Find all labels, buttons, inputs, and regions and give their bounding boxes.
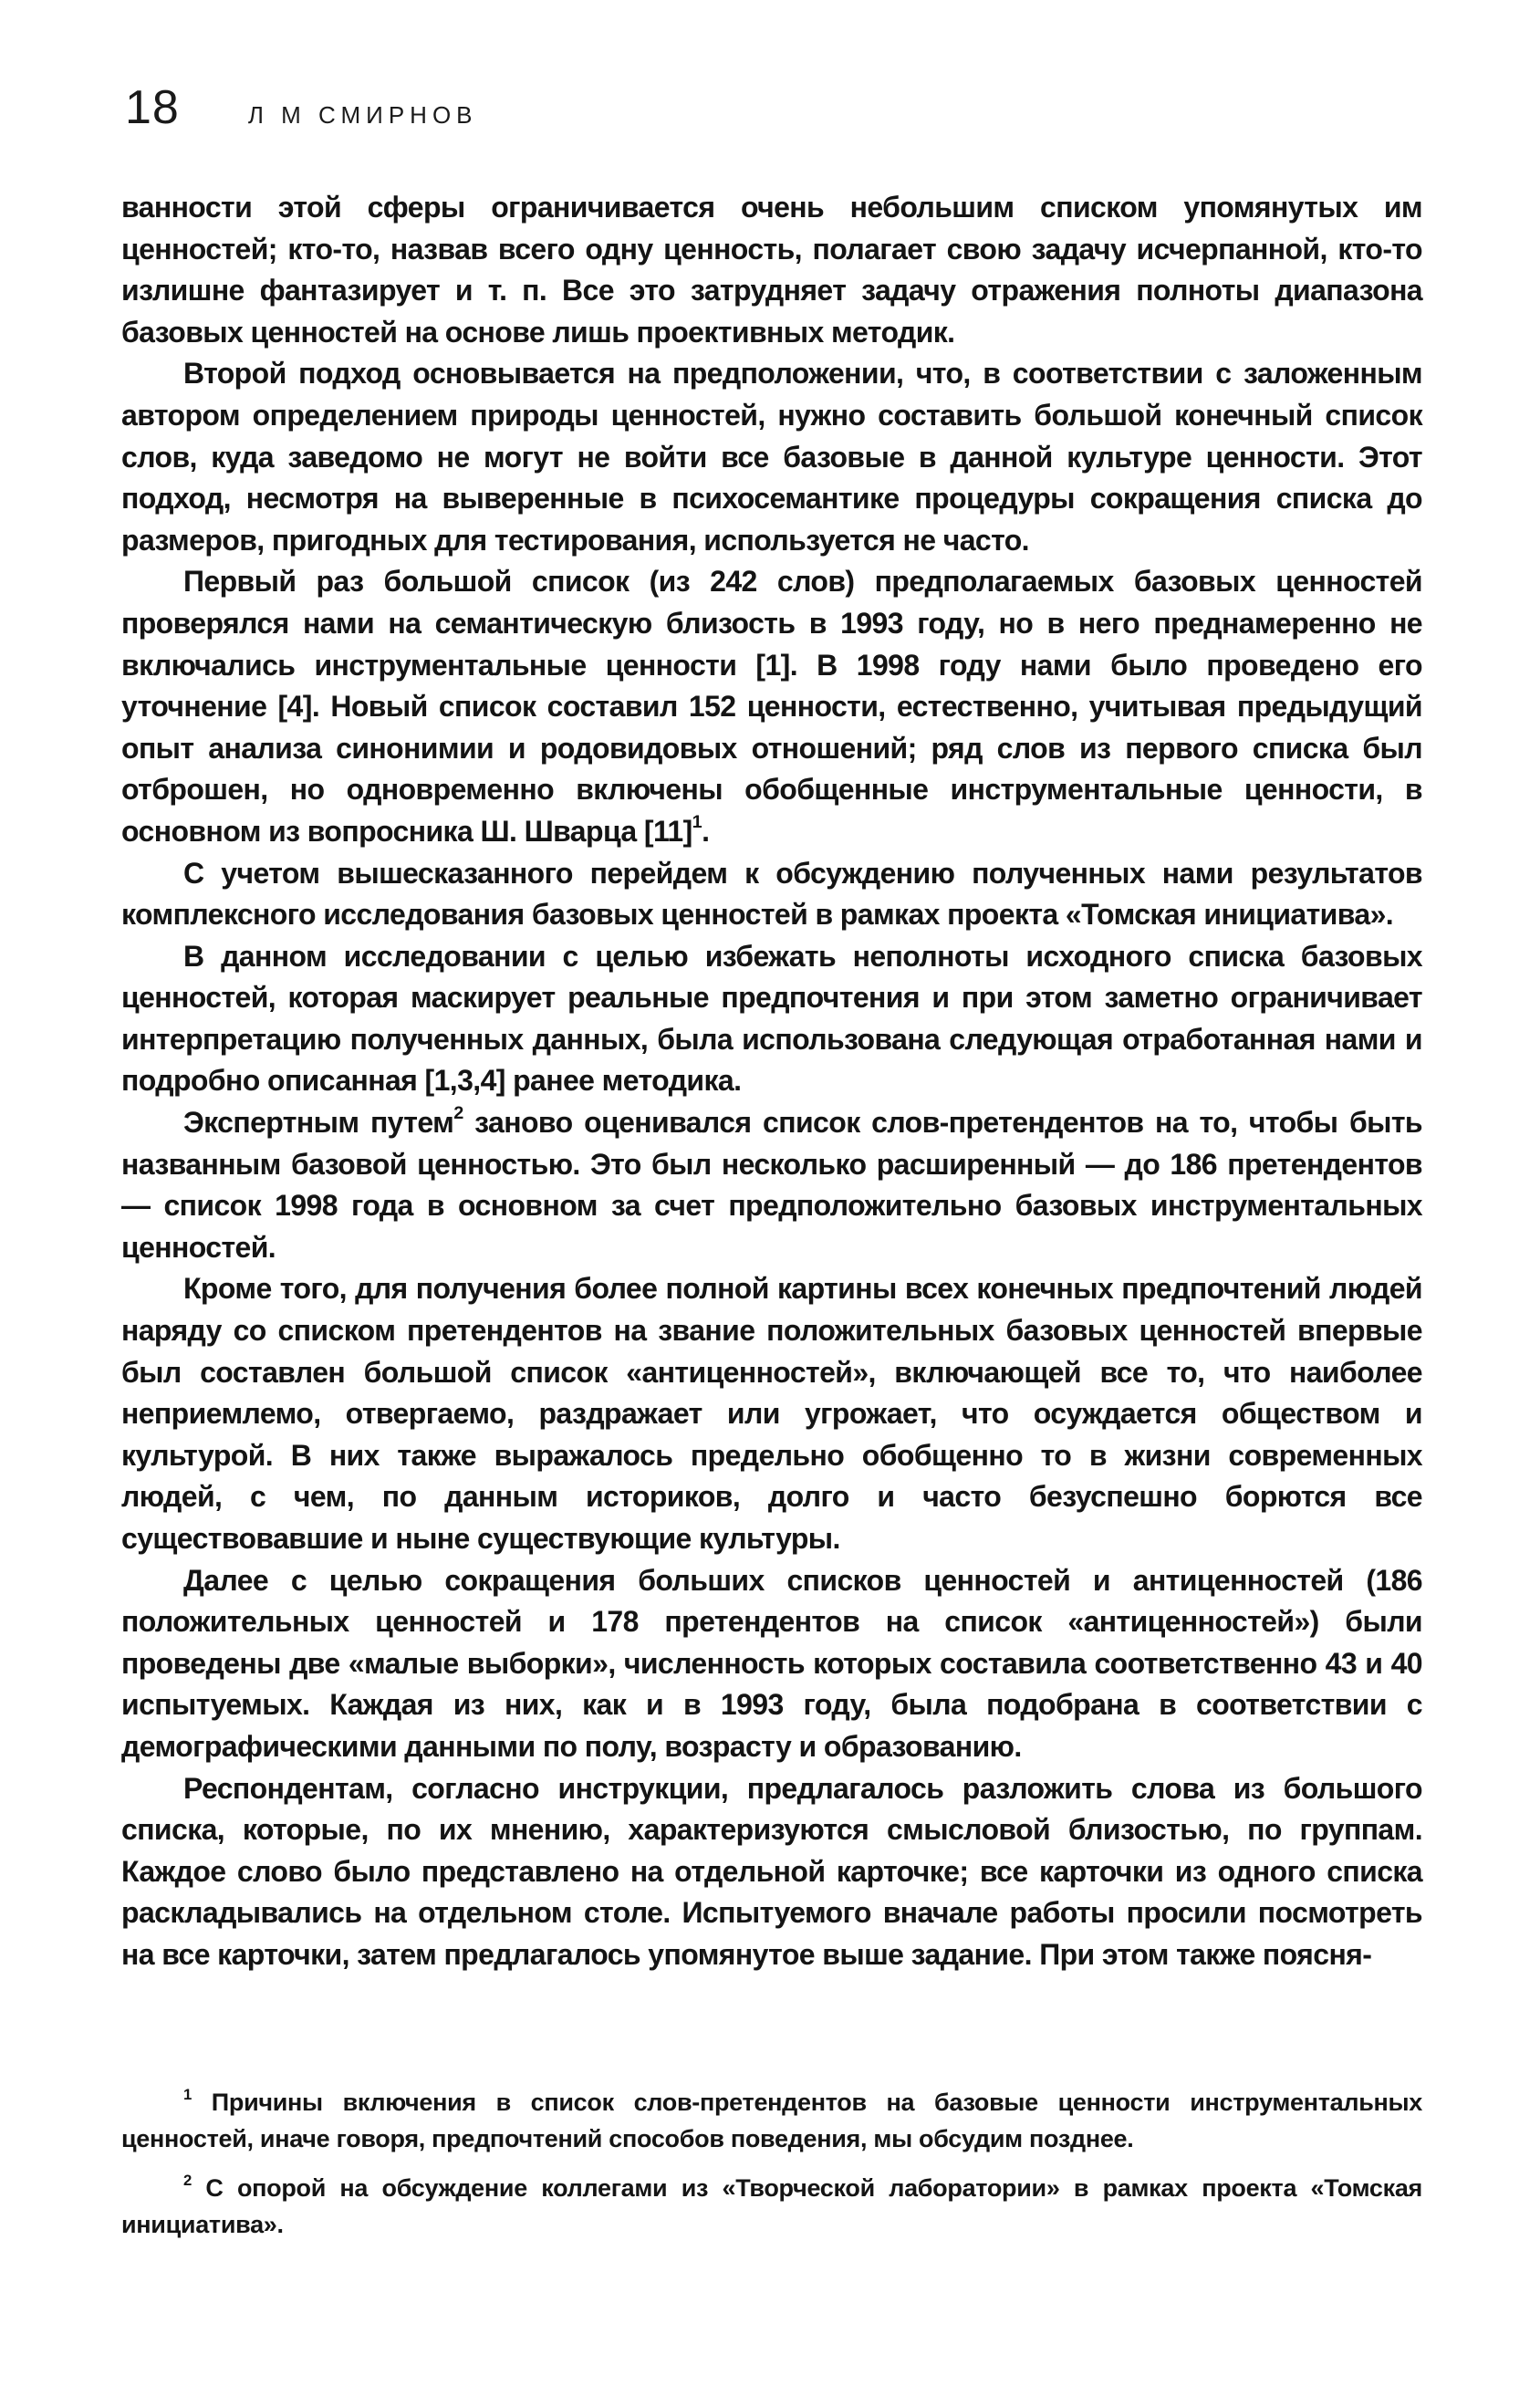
footnote-ref-1: 1 [692,812,702,833]
paragraph-7: Кроме того, для получения более полной картины всех конечных предпочтений людей наряду со списком претендентов на звание положительных базовых ценностей впервые был составлен большой список «антиценностей», включающей все то, что наиболее неприемлемо, отвергаемо, раздражает или угрожает, что осуждается обществом и культурой. В них также выражалось предельно обобщенно то в жизни современных людей, с чем, по данным историков, долго и часто безуспешно борются все существовавшие и ныне существующие культуры. [121,1272,1422,1555]
footnotes [121,2084,1422,2256]
paragraph-6-rest: заново оценивался список слов-претендентов на то, чтобы быть названным базовой ценностью. Это был несколько расширенный — до 186 претендентов — список 1998 года в основном за счет предположительно базовых инструментальных ценностей. [121,1106,1422,1264]
paragraph-5: В данном исследовании с целью избежать неполноты исходного списка базовых ценностей, которая маскирует реальные предпочтения и при этом заметно ограничивает интерпретацию полученных данных, была использована следующая отработанная нами и подробно описанная [1,3,4] ранее методика. [121,939,1422,1098]
running-head-author: Л М СМИРНОВ [247,101,478,129]
footnote-1-marker: 1 [183,2085,192,2103]
footnote-1 [121,2084,1422,2157]
footnote-2-text: С опорой на обсуждение коллегами из «Творческой лаборатории» в рамках проекта «Томская инициатива». [121,2174,1422,2238]
paragraph-3-end: . [702,814,710,848]
paragraph-9: Респондентам, согласно инструкции, предлагалось разложить слова из большого списка, которые, по их мнению, характеризуются смысловой близостью, по группам. Каждое слово было представлено на отдельной карточке; все карточки из одного списка раскладывались на отдельном столе. Испытуемого вначале работы просили посмотреть на все карточки, затем предлагалось упомянутое выше задание. При этом также поясня- [121,1771,1422,1971]
main-text [121,187,1422,1976]
paragraph-6-start: Экспертным путем [183,1106,454,1140]
paragraph-4: С учетом вышесказанного перейдем к обсуждению полученных нами результатов комплексного исследования базовых ценностей в рамках проекта «Томская инициатива». [121,856,1422,932]
footnote-2 [121,2170,1422,2243]
paragraph-1: ванности этой сферы ограничивается очень небольшим списком упомянутых им ценностей; кто-то, назвав всего одну ценность, полагает свою задачу исчерпанной, кто-то излишне фантазирует и т. п. Все это затрудняет задачу отражения полноты диапазона базовых ценностей на основе лишь проективных методик. [121,191,1422,349]
footnote-ref-2: 2 [453,1103,463,1124]
footnote-2-marker: 2 [183,2171,192,2189]
running-head [125,80,478,144]
paragraph-8: Далее с целью сокращения больших списков ценностей и антиценностей (186 положительных ценностей и 178 претендентов на список «антиценностей») были проведены две «малые выборки», численность которых составила соответственно 43 и 40 испытуемых. Каждая из них, как и в 1993 году, была подобрана в соответствии с демографическими данными по полу, возрасту и образованию. [121,1563,1422,1763]
paragraph-2: Второй подход основывается на предположении, что, в соответствии с заложенным автором определением природы ценностей, нужно составить большой конечный список слов, куда заведомо не могут не войти все базовые в данной культуре ценности. Этот подход, несмотря на выверенные в психосемантике процедуры сокращения списка до размеров, пригодных для тестирования, используется не часто. [121,357,1422,557]
page-number: 18 [125,81,180,134]
paragraph-6 [121,1102,1422,1268]
paragraph-3 [121,561,1422,852]
footnote-1-text: Причины включения в список слов-претендентов на базовые ценности инструментальных ценностей, иначе говоря, предпочтений способов поведения, мы обсудим позднее. [121,2089,1422,2152]
paragraph-3-text: Первый раз большой список (из 242 слов) предполагаемых базовых ценностей проверялся нами на семантическую близость в 1993 году, но в него преднамеренно не включались инструментальные ценности [1]. В 1998 году нами было проведено его уточнение [4]. Новый список составил 152 ценности, естественно, учитывая предыдущий опыт анализа синонимии и родовидовых отношений; ряд слов из первого списка был отброшен, но одновременно включены обобщенные инструментальные ценности, в основном из вопросника Ш. Шварца [11] [121,565,1422,848]
